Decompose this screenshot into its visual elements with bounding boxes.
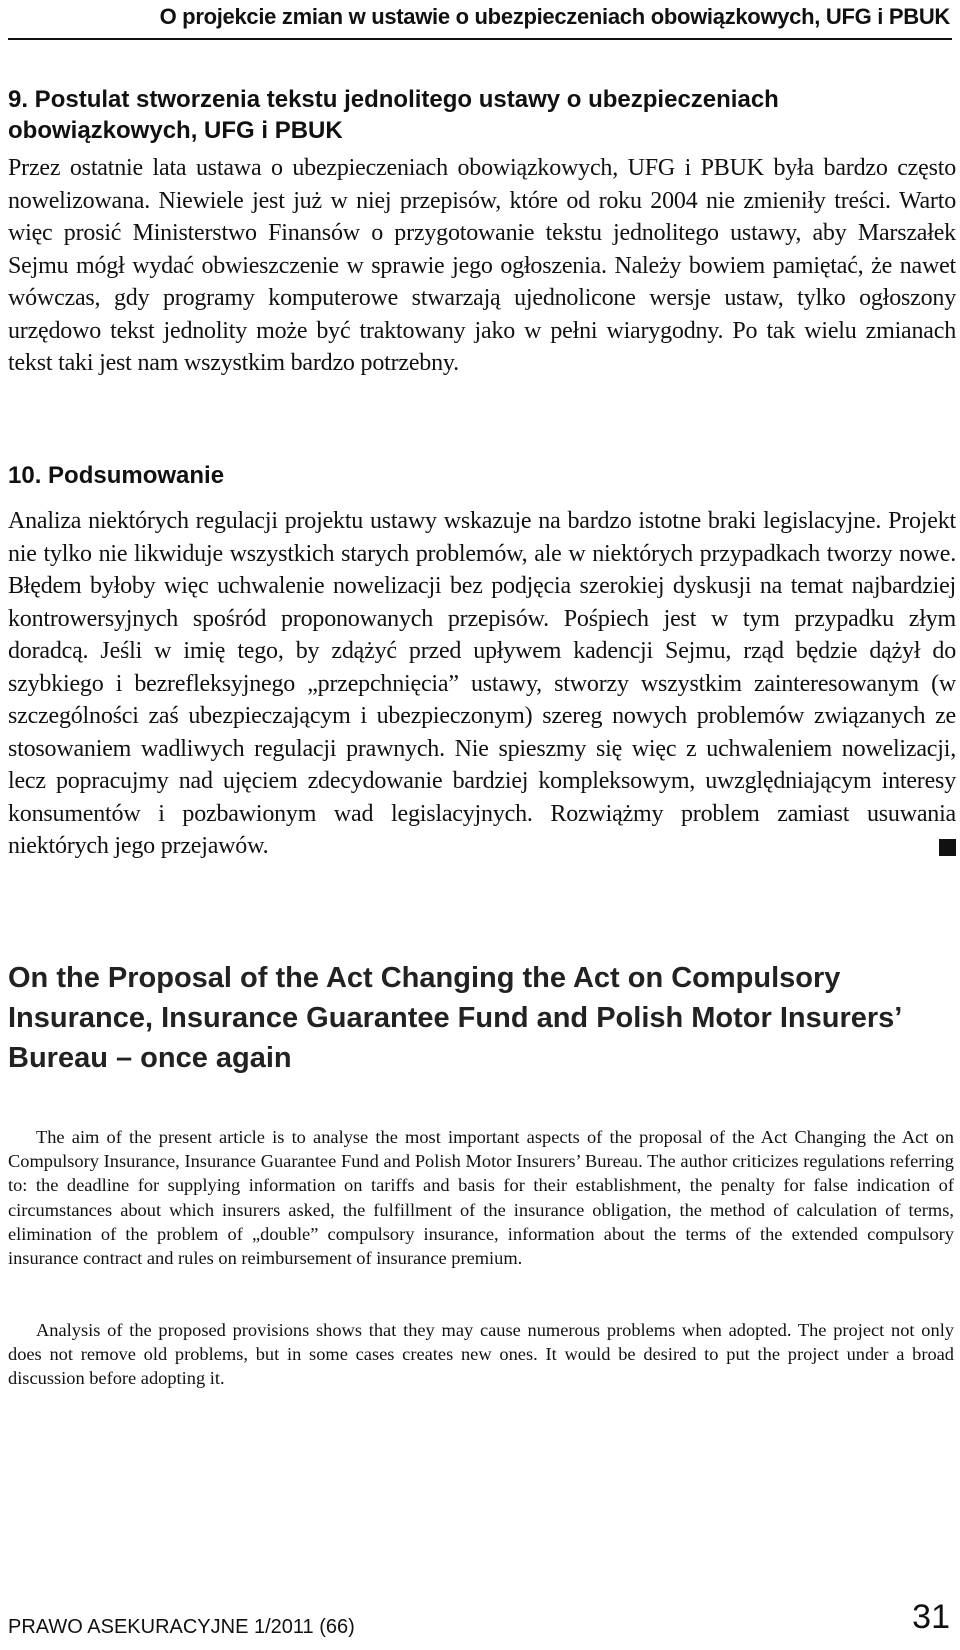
section-10-heading: 10. Podsumowanie — [8, 462, 225, 489]
abstract-paragraph-1: The aim of the present article is to analyse the most important aspects of the proposal of the Act Changing the Act on Compulsory Insurance, Insurance Guarantee Fund and Polish Motor Insurers’ Bureau. The author criticizes regulations referring to: the deadline for supplying information on tariffs and basis for their establishment, the penalty for false indication of circumstances about which insurers asked, the fulfillment of the insurance obligation, the method of calculation of terms, elimination of the problem of „double” compulsory insurance, information about the terms of the extended compulsory insurance contract and rules on reimbursement of insurance premium. — [8, 1127, 954, 1269]
journal-footer: PRAWO ASEKURACYJNE 1/2011 (66) — [8, 1616, 355, 1638]
running-title: O projekcie zmian w ustawie o ubezpieczeniach obowiązkowych, UFG i PBUK — [159, 4, 950, 29]
section-9-paragraph: Przez ostatnie lata ustawa o ubezpieczeniach obowiązkowych, UFG i PBUK była bardzo często nowelizowana. Niewiele jest już w niej przepisów, które od roku 2004 nie zmieniły treści. Warto więc prosić Ministerstwo Finansów o przygotowanie tekstu jednolitego ustawy, aby Marszałek Sejmu mógł wydać obwieszczenie w sprawie jego ogłoszenia. Należy bowiem pamiętać, że nawet wówczas, gdy programy komputerowe stwarzają ujednolicone wersje ustaw, tylko ogłoszony urzędowo tekst jednolity może być traktowany jako w pełni wiarygodny. Po tak wielu zmianach tekst taki jest nam wszystkim bardzo potrzebny. — [8, 155, 956, 376]
page-number: 31 — [912, 1598, 950, 1636]
header-rule — [8, 38, 952, 40]
section-10-paragraph: Analiza niektórych regulacji projektu ustawy wskazuje na bardzo istotne braki legislacyjne. Projekt nie tylko nie likwiduje wszystkich starych problemów, ale w niektórych przypadkach tworzy nowe. Błędem byłoby więc uchwalenie nowelizacji bez podjęcia szerokiej dyskusji na temat najbardziej kontrowersyjnych spośród proponowanych przepisów. Pośpiech jest w tym przypadku złym doradcą. Jeśli w imię tego, by zdążyć przed upływem kadencji Sejmu, rząd będzie dążył do szybkiego i bezrefleksyjnego „przepchnięcia” ustawy, stworzy wszystkim zainteresowanym (w szczególności zaś ubezpieczającym i ubezpieczonym) szereg nowych problemów związanych ze stosowaniem wadliwych regulacji prawnych. Nie spieszmy się więc z uchwaleniem nowelizacji, lecz popracujmy nad ujęciem zdecydowanie bardziej kompleksowym, uwzględniającym interesy konsumentów i pozbawionym wad legislacyjnych. Rozwiążmy problem zamiast usuwania niektórych jego przejawów. — [8, 508, 956, 859]
english-title: On the Proposal of the Act Changing the Act on Compulsory Insurance, Insurance Guarantee Fund and Polish Motor Insurers’ Bureau – once again — [8, 962, 901, 1074]
abstract-paragraph-2: Analysis of the proposed provisions shows that they may cause numerous problems when adopted. The project not only does not remove old problems, but in some cases creates new ones. It would be desired to put the project under a broad discussion before adopting it. — [8, 1320, 954, 1389]
section-9-heading: 9. Postulat stworzenia tekstu jednolitego ustawy o ubezpieczeniach obowiązkowych, UFG i PBUK — [8, 86, 779, 144]
end-of-article-mark — [939, 839, 956, 856]
running-header — [0, 0, 960, 44]
section-10-body — [8, 505, 956, 863]
